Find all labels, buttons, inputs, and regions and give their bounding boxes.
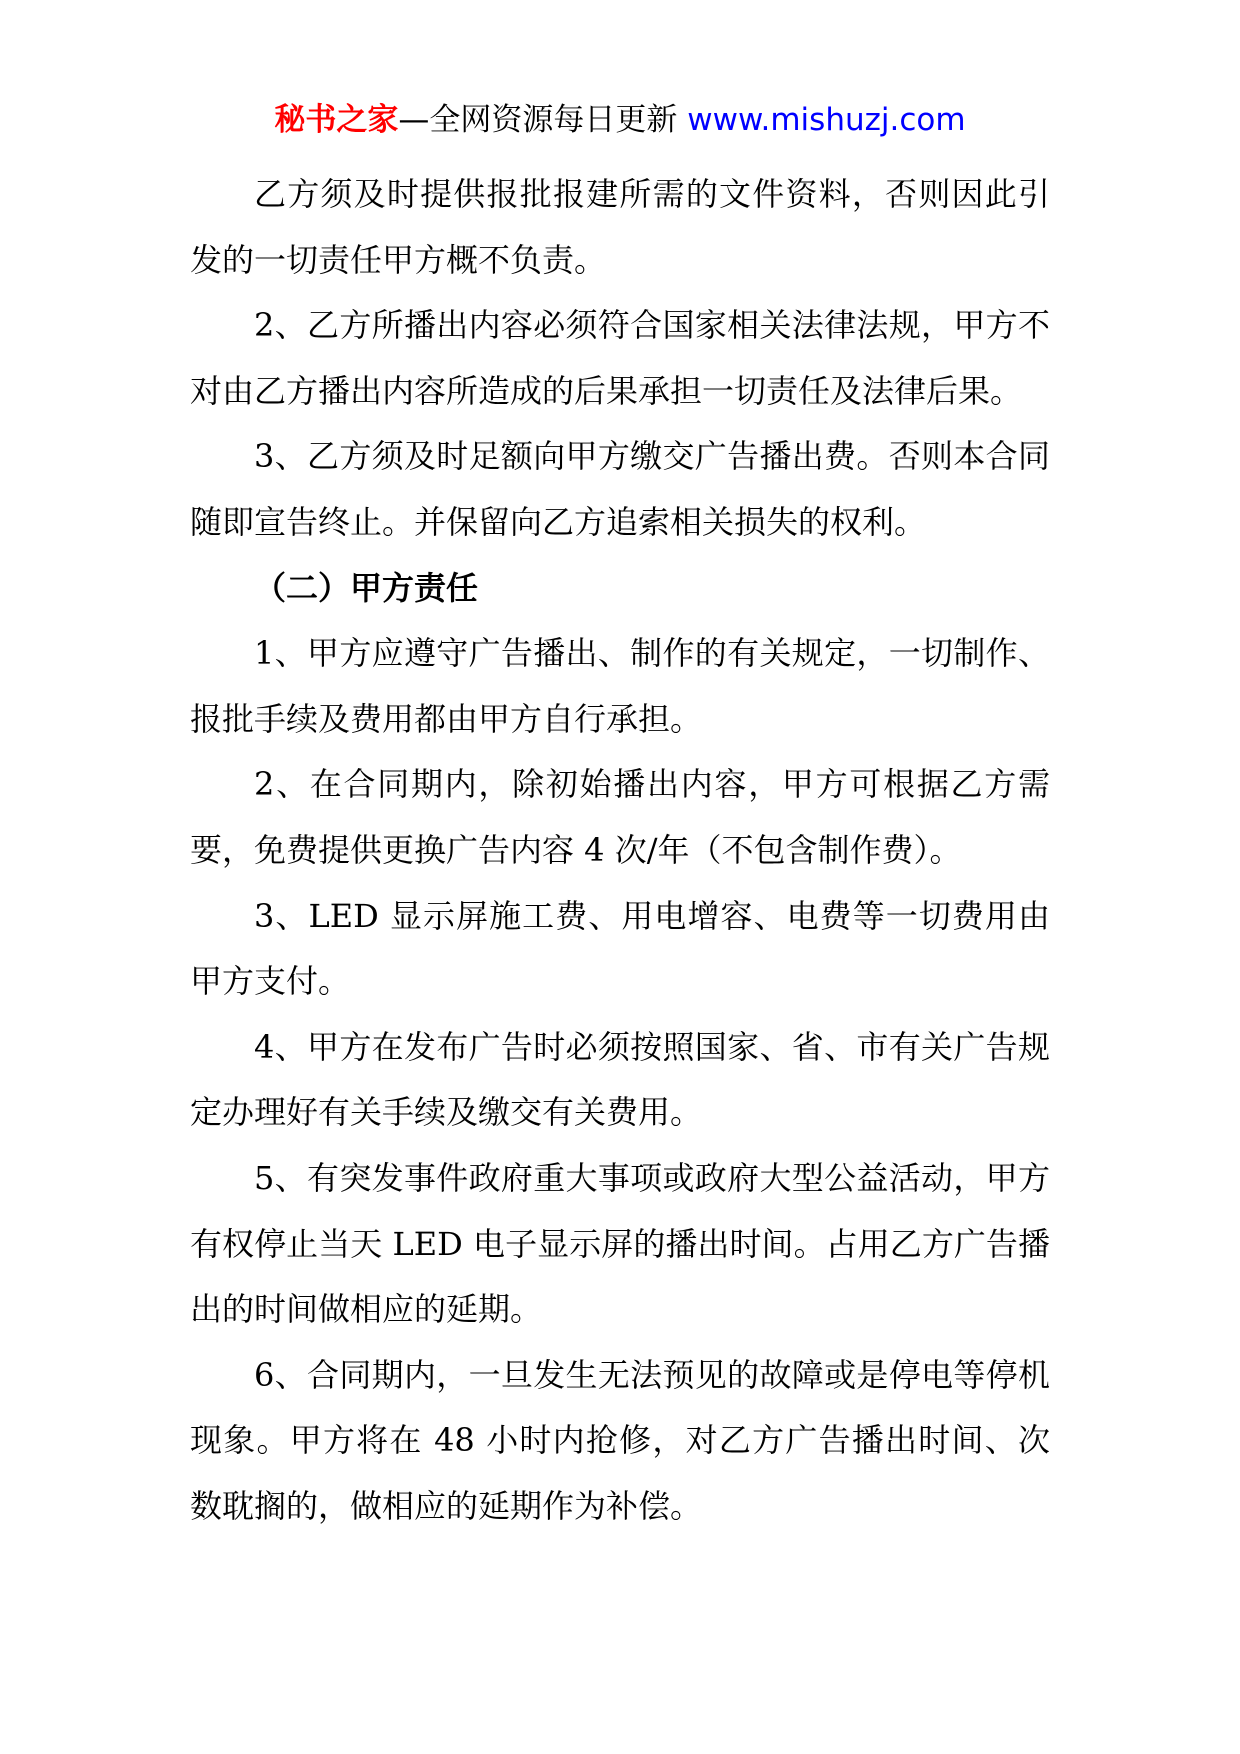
page-header [0, 98, 1240, 142]
paragraph-party-b-fee-payment: 3、乙方须及时足额向甲方缴交广告播出费。否则本合同随即宣告终止。并保留向乙方追索相关损失的权利。 [190, 437, 1050, 541]
paragraph-party-b-content-compliance: 2、乙方所播出内容必须符合国家相关法律法规，甲方不对由乙方播出内容所造成的后果承担一切责任及法律后果。 [190, 306, 1050, 410]
paragraph-party-a-procedures: 4、甲方在发布广告时必须按照国家、省、市有关广告规定办理好有关手续及缴交有关费用。 [190, 1027, 1050, 1132]
paragraph-party-a-emergency-stop: 5、有突发事件政府重大事项或政府大型公益活动，甲方有权停止当天 LED 电子显示屏的播出时间。占用乙方广告播出的时间做相应的延期。 [190, 1158, 1050, 1329]
website-link[interactable]: www.mishuzj.com [687, 102, 966, 138]
document-body [190, 162, 1050, 1539]
brand-name: 秘书之家 [274, 102, 399, 138]
section-heading-party-a-duties: （二）甲方责任 [254, 568, 479, 607]
paragraph-party-a-costs: 3、LED 显示屏施工费、用电增容、电费等一切费用由甲方支付。 [190, 896, 1050, 1001]
header-slogan: —全网资源每日更新 [398, 102, 688, 138]
paragraph-party-a-regulations: 1、甲方应遵守广告播出、制作的有关规定，一切制作、报批手续及费用都由甲方自行承担。 [190, 634, 1050, 738]
paragraph-party-a-repairs: 6、合同期内，一旦发生无法预见的故障或是停电等停机现象。甲方将在 48 小时内抢修，对乙方广告播出时间、次数耽搁的，做相应的延期作为补偿。 [190, 1355, 1050, 1525]
paragraph-party-b-documents: 乙方须及时提供报批报建所需的文件资料，否则因此引发的一切责任甲方概不负责。 [190, 175, 1050, 279]
paragraph-party-a-content-changes: 2、在合同期内，除初始播出内容，甲方可根据乙方需要，免费提供更换广告内容 4 次/年（不包含制作费）。 [190, 765, 1050, 869]
